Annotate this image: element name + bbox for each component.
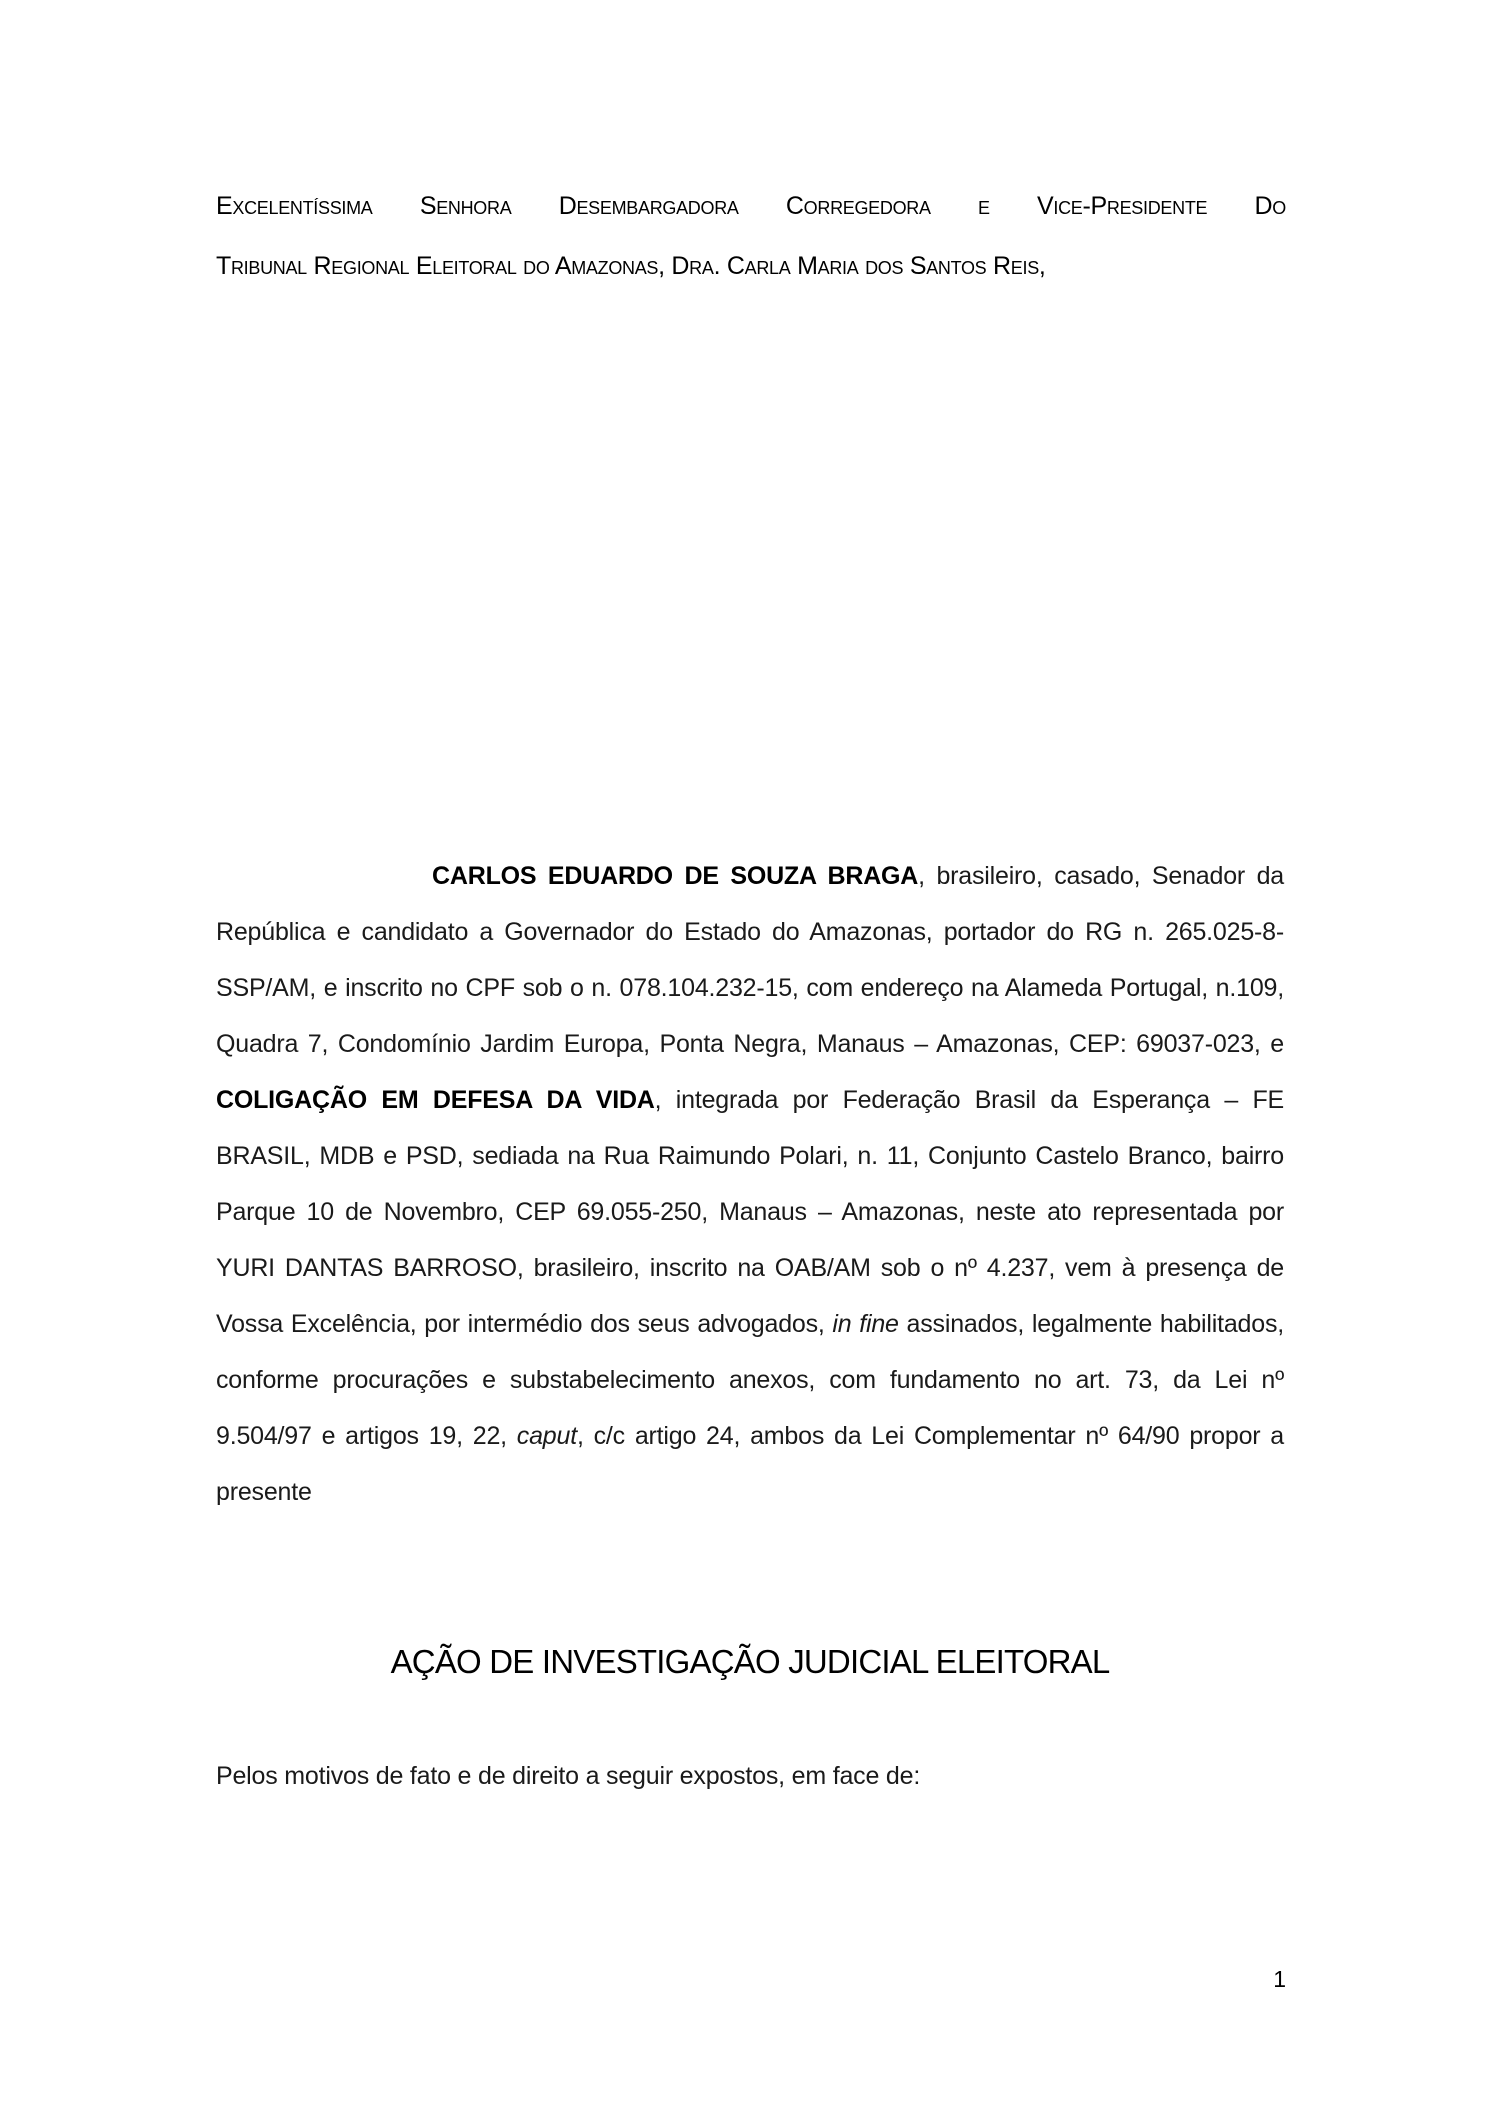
intro-sentence: Pelos motivos de fato e de direito a seguir expostos, em face de:: [216, 1762, 921, 1790]
qualification-text-4: , c/c artigo 24, ambos da Lei Complementar nº 64/90 propor a presente: [216, 1422, 1285, 1506]
qualification-text-2: , integrada por Federação Brasil da Esperança – FE BRASIL, MDB e PSD, sediada na Rua Raimundo Polari, n. 11, Conjunto Castelo Branco, bairro Parque 10 de Novembro, CEP 69.055-250, Manaus – Amazonas, neste ato representada por YURI DANTAS BARROSO, brasileiro, inscrito na OAB/AM sob o nº 4.237, vem à presença de Vossa Excelência, por intermédio dos seus advogados,: [216, 1086, 1284, 1338]
addressee-line-2: Tribunal Regional Eleitoral do Amazonas, Dra. Carla Maria dos Santos Reis,: [216, 252, 1046, 280]
qualification-paragraph: [216, 848, 1284, 1520]
action-title-heading: AÇÃO DE INVESTIGAÇÃO JUDICIAL ELEITORAL: [390, 1643, 1110, 1680]
in-fine-term: in fine: [832, 1310, 899, 1338]
page-number: 1: [1273, 1966, 1286, 1992]
addressee-block: [216, 176, 1286, 296]
addressee-line-1: Excelentíssima Senhora Desembargadora Corregedora e Vice-Presidente Do: [216, 192, 1286, 220]
caput-term: caput: [516, 1422, 577, 1450]
qualification-text-1: , brasileiro, casado, Senador da República e candidato a Governador do Estado do Amazonas, portador do RG n. 265.025-8-SSP/AM, e inscrito no CPF sob o n. 078.104.232-15, com endereço na Alameda Portugal, n.109, Quadra 7, Condomínio Jardim Europa, Ponta Negra, Manaus – Amazonas, CEP: 69037-023, e: [216, 862, 1284, 1058]
qualification-text-3: assinados, legalmente habilitados, conforme procurações e substabelecimento anexos, com fundamento no art. 73, da Lei nº 9.504/97 e artigos 19, 22,: [216, 1310, 1284, 1450]
plaintiff-name: CARLOS EDUARDO DE SOUZA BRAGA: [432, 862, 919, 890]
coalition-name: COLIGAÇÃO EM DEFESA DA VIDA: [216, 1086, 655, 1114]
